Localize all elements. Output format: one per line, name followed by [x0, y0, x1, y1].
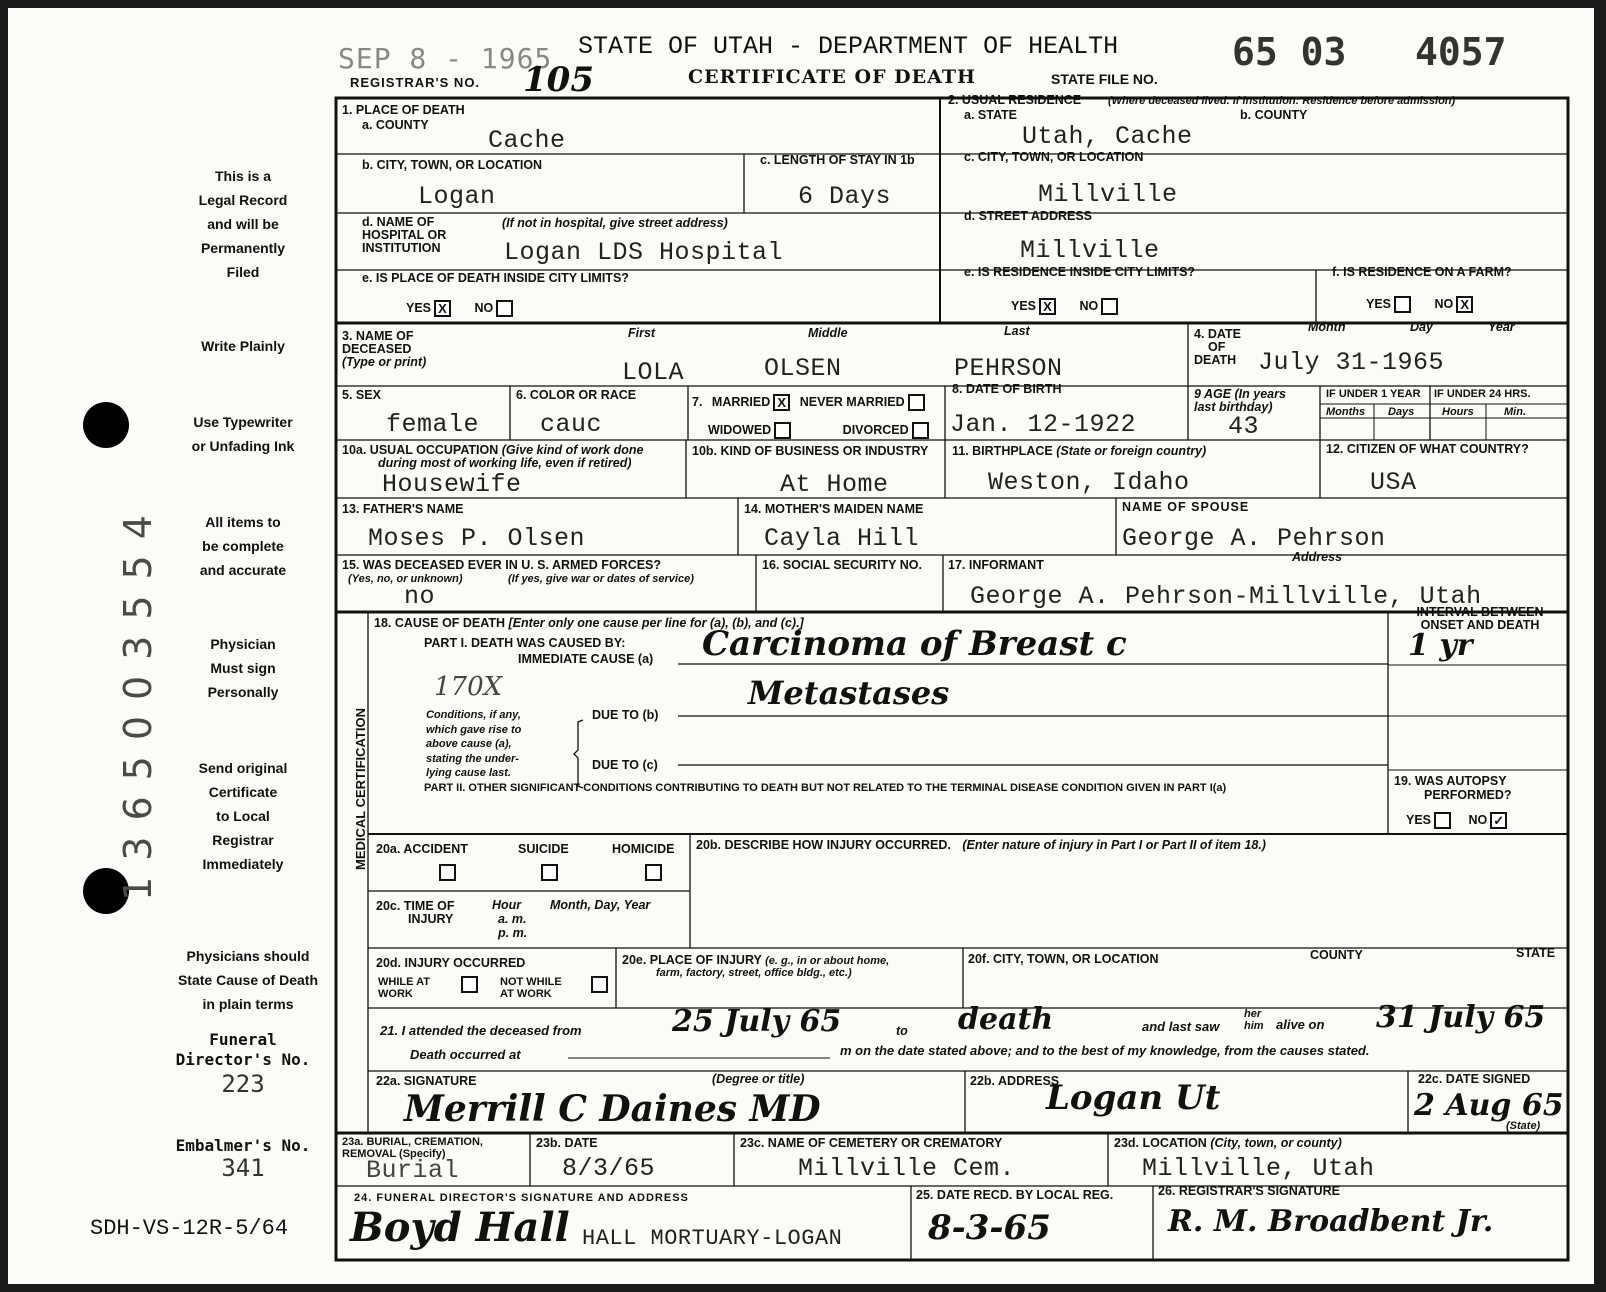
date-received-label: 25. DATE RECD. BY LOCAL REG. [916, 1188, 1114, 1202]
sidebar-legal-note: This is a Legal Record and will be Permanently Filed [198, 168, 288, 280]
age-label: 9 AGE (In years last birthday) [1194, 387, 1286, 414]
never-married-checkbox[interactable] [908, 394, 925, 411]
informant-address-label: Address [1292, 550, 1343, 564]
medical-section-label: MEDICAL CERTIFICATION [353, 707, 368, 870]
ssn-label: 16. SOCIAL SECURITY NO. [762, 558, 922, 572]
sidebar-physicians-should: Physicians should State Cause of Death in plain terms [177, 948, 319, 1012]
pod-city-value: Logan [418, 182, 496, 211]
alive-on-label: alive on [1276, 1017, 1325, 1032]
birthplace-label: 11. BIRTHPLACE (State or foreign country) [952, 444, 1207, 458]
state-small-label: (State) [1506, 1120, 1541, 1132]
autopsy-no-checkbox[interactable]: ✓ [1490, 812, 1507, 829]
burial-location-label: 23d. LOCATION (City, town, or county) [1114, 1136, 1342, 1150]
months-label: Months [1326, 406, 1366, 418]
accident-label: 20a. ACCIDENT [376, 842, 468, 856]
pod-inside-checks: YES X NO [406, 300, 513, 317]
pod-hospital-note: (If not in hospital, give street address) [502, 216, 728, 230]
while-at-work-label: WHILE AT WORK [378, 976, 430, 1000]
burial-date-label: 23b. DATE [536, 1136, 598, 1150]
min-label: Min. [1504, 406, 1526, 418]
state-file-label: STATE FILE NO. [1051, 71, 1158, 87]
married-checkbox[interactable]: X [773, 394, 790, 411]
res-street-label: d. STREET ADDRESS [964, 209, 1093, 223]
registrar-no-value: 105 [523, 60, 594, 100]
res-state-label: a. STATE [964, 108, 1018, 122]
suicide-label: SUICIDE [518, 842, 569, 856]
occupation-value: Housewife [382, 470, 522, 499]
burial-method-value: Burial [366, 1156, 460, 1185]
informant-label: 17. INFORMANT [948, 558, 1044, 572]
day-label: Day [1410, 320, 1433, 334]
middle-name-label: Middle [808, 326, 848, 340]
sidebar-physician-note: Physician Must sign Personally [207, 636, 279, 700]
year-label: Year [1488, 320, 1515, 334]
spouse-label: NAME OF SPOUSE [1122, 500, 1250, 514]
attended-label: 21. I attended the deceased from [380, 1023, 582, 1038]
registrar-signature: R. M. Broadbent Jr. [1168, 1204, 1494, 1239]
armed-forces-value: no [404, 582, 436, 611]
pod-hospital-label: d. NAME OF HOSPITAL OR INSTITUTION [362, 215, 447, 255]
binder-hole-top [83, 402, 129, 448]
hours-label: Hours [1442, 406, 1474, 418]
citizen-label: 12. CITIZEN OF WHAT COUNTRY? [1326, 442, 1529, 456]
occupation-label: 10a. USUAL OCCUPATION (Give kind of work done during most of working life, even if retired) [342, 443, 644, 470]
pod-hospital-value: Logan LDS Hospital [504, 238, 784, 267]
res-county-label: b. COUNTY [1240, 108, 1308, 122]
first-name-label: First [628, 326, 656, 340]
pod-county-label: a. COUNTY [362, 118, 429, 132]
res-street-value: Millville [1020, 236, 1160, 265]
month-label: Month [1308, 320, 1346, 334]
armed-note-2: (If yes, give war or dates of service) [508, 573, 694, 585]
funeral-director-no: 223 [221, 1070, 265, 1098]
part-1-label: PART I. DEATH WAS CAUSED BY: [424, 636, 626, 650]
injury-how-label: 20b. DESCRIBE HOW INJURY OCCURRED. (Enter nature of injury in Part I or Part II of item 18.) [696, 838, 1266, 852]
cemetery-value: Millville Cem. [798, 1154, 1016, 1183]
document-title: CERTIFICATE OF DEATH [688, 66, 976, 88]
statement-text: m on the date stated above; and to the best of my knowledge, from the causes stated. [840, 1043, 1370, 1058]
registrar-no-label: REGISTRAR'S NO. [350, 75, 481, 90]
birth-date-label: 8. DATE OF BIRTH [952, 382, 1062, 396]
res-inside-no-checkbox[interactable] [1101, 298, 1118, 315]
agency-title: STATE OF UTAH - DEPARTMENT OF HEALTH [578, 32, 1119, 61]
physician-address-value: Logan Ut [1046, 1078, 1221, 1118]
signature-label: 22a. SIGNATURE [376, 1074, 477, 1088]
sidebar-send-note: Send original Certificate to Local Registrar Immediately [198, 760, 288, 872]
birth-date-value: Jan. 12-1922 [950, 410, 1137, 439]
armed-note-1: (Yes, no, or unknown) [348, 573, 463, 585]
last-name-value: PEHRSON [954, 354, 1063, 383]
last-saw-label: and last saw [1142, 1019, 1220, 1034]
date-signed-label: 22c. DATE SIGNED [1418, 1072, 1531, 1086]
age-value: 43 [1228, 412, 1260, 441]
suicide-checkbox[interactable] [541, 864, 558, 881]
state-file-number: 65 03 4057 [1232, 30, 1507, 74]
injury-county-label: COUNTY [1310, 948, 1363, 962]
received-stamp: SEP 8 - 1965 [338, 42, 553, 75]
res-farm-no-checkbox[interactable]: X [1456, 296, 1473, 313]
mother-label: 14. MOTHER'S MAIDEN NAME [744, 502, 924, 516]
pod-county-value: Cache [488, 126, 566, 155]
date-received-value: 8-3-65 [928, 1208, 1051, 1248]
homicide-checkbox[interactable] [645, 864, 662, 881]
injury-date-label: Month, Day, Year [550, 898, 651, 912]
funeral-director-label: Funeral Director's No. [175, 1030, 311, 1069]
place-of-injury-label: 20e. PLACE OF INJURY (e. g., in or about home, farm, factory, street, office bldg., etc.) [622, 953, 890, 979]
embalmer-label: Embalmer's No. [175, 1136, 311, 1155]
not-while-at-work-label: NOT WHILE AT WORK [500, 976, 562, 1000]
res-inside-label: e. IS RESIDENCE INSIDE CITY LIMITS? [964, 265, 1196, 279]
physician-address-label: 22b. ADDRESS [970, 1074, 1060, 1088]
conditions-note: Conditions, if any, which gave rise to above cause (a), stating the under- lying cause last. [426, 709, 522, 779]
autopsy-checks: YES NO ✓ [1406, 812, 1507, 829]
death-occurred-label: Death occurred at [410, 1047, 521, 1062]
funeral-director-address: HALL MORTUARY-LOGAN [582, 1226, 843, 1251]
res-farm-yes-checkbox[interactable] [1394, 296, 1411, 313]
business-value: At Home [780, 470, 889, 499]
under-24-hrs-label: IF UNDER 24 HRS. [1434, 388, 1531, 400]
interval-value: 1 yr [1408, 628, 1473, 663]
pod-stay-value: 6 Days [798, 182, 892, 211]
cemetery-label: 23c. NAME OF CEMETERY OR CREMATORY [740, 1136, 1003, 1150]
middle-name-value: OLSEN [764, 354, 842, 383]
cause-a-continued: Metastases [748, 674, 950, 712]
first-name-value: LOLA [622, 358, 685, 387]
divorced-checkbox[interactable] [912, 422, 929, 439]
sidebar-items-note: All items to be complete and accurate [199, 514, 287, 578]
armed-forces-label: 15. WAS DECEASED EVER IN U. S. ARMED FORCES? [342, 558, 662, 572]
while-at-work-checkbox[interactable] [461, 976, 478, 993]
date-of-death-label: 4. DATE OF DEATH [1194, 327, 1241, 367]
not-while-at-work-checkbox[interactable] [591, 976, 608, 993]
funeral-director-sig-label: 24. FUNERAL DIRECTOR'S SIGNATURE AND ADDRESS [354, 1192, 689, 1204]
mother-value: Cayla Hill [764, 524, 920, 553]
burial-method-label: 23a. BURIAL, CREMATION, REMOVAL (Specify) [342, 1136, 483, 1160]
registrar-signature-label: 26. REGISTRAR'S SIGNATURE [1158, 1184, 1340, 1198]
autopsy-label: 19. WAS AUTOPSY PERFORMED? [1394, 774, 1512, 802]
date-of-death-value: July 31-1965 [1258, 348, 1445, 377]
part-2-label: PART II. OTHER SIGNIFICANT CONDITIONS CONTRIBUTING TO DEATH BUT NOT RELATED TO THE TERMINAL DISEASE CONDITION GIVEN IN PART I(a) [424, 782, 1227, 794]
father-label: 13. FATHER'S NAME [342, 502, 464, 516]
pod-inside-label: e. IS PLACE OF DEATH INSIDE CITY LIMITS? [362, 271, 629, 285]
injury-city-label: 20f. CITY, TOWN, OR LOCATION [968, 952, 1159, 966]
res-city-label: c. CITY, TOWN, OR LOCATION [964, 150, 1144, 164]
last-name-label: Last [1004, 324, 1030, 338]
time-of-injury-label: 20c. TIME OF INJURY [376, 899, 455, 926]
attended-from-value: 25 July 65 [672, 1004, 842, 1039]
res-state-county-value: Utah, Cache [1022, 122, 1193, 151]
cause-code: 170X [434, 672, 503, 702]
last-saw-value: 31 July 65 [1376, 1000, 1546, 1035]
res-inside-checks: YES X NO [1011, 298, 1118, 315]
funeral-director-signature: Boyd Hall [350, 1204, 570, 1251]
injury-state-label: STATE [1516, 946, 1556, 960]
father-value: Moses P. Olsen [368, 524, 586, 553]
hour-label: Hour a. m. p. m. [492, 898, 528, 940]
birthplace-value: Weston, Idaho [988, 468, 1190, 497]
residence-label: 2. USUAL RESIDENCE [948, 93, 1082, 107]
pod-inside-no-checkbox[interactable] [496, 300, 513, 317]
burial-date-value: 8/3/65 [562, 1154, 656, 1183]
deceased-name-label: 3. NAME OF DECEASED (Type or print) [342, 329, 427, 369]
business-label: 10b. KIND OF BUSINESS OR INDUSTRY [692, 444, 929, 458]
days-label: Days [1388, 406, 1415, 418]
res-city-value: Millville [1038, 180, 1178, 209]
sex-label: 5. SEX [342, 388, 381, 402]
sidebar-write-plainly: Write Plainly [201, 338, 285, 354]
res-farm-label: f. IS RESIDENCE ON A FARM? [1332, 265, 1512, 279]
homicide-label: HOMICIDE [612, 842, 675, 856]
spouse-value: George A. Pehrson [1122, 524, 1386, 553]
residence-note: (Where deceased lived. If institution: Residence before admission) [1108, 95, 1456, 107]
embalmer-no: 341 [221, 1154, 265, 1182]
res-farm-checks: YES NO X [1366, 296, 1473, 313]
informant-value: George A. Pehrson-Millville, Utah [970, 582, 1482, 611]
to-label: to [896, 1024, 908, 1038]
attended-to-value: death [958, 1002, 1054, 1037]
marital-status: 7. MARRIED X NEVER MARRIED WIDOWED DIVORCED [692, 388, 929, 444]
pod-stay-label: c. LENGTH OF STAY IN 1b [760, 153, 915, 167]
sidebar-ink-note: Use Typewriter or Unfading Ink [191, 414, 295, 454]
due-to-c-label: DUE TO (c) [592, 758, 658, 772]
race-value: cauc [540, 410, 603, 439]
cause-a-value: Carcinoma of Breast c [702, 624, 1127, 664]
pod-city-label: b. CITY, TOWN, OR LOCATION [362, 158, 543, 172]
widowed-checkbox[interactable] [774, 422, 791, 439]
cause-of-death-label: 18. CAUSE OF DEATH [Enter only one cause per line for (a), (b), and (c).] [374, 616, 804, 630]
race-label: 6. COLOR OR RACE [516, 388, 637, 402]
due-to-b-label: DUE TO (b) [592, 708, 659, 722]
injury-occurred-label: 20d. INJURY OCCURRED [376, 956, 526, 970]
immediate-cause-label: IMMEDIATE CAUSE (a) [518, 652, 654, 666]
sex-value: female [386, 410, 480, 439]
stub-number: 1365003554 [116, 499, 160, 901]
degree-label: (Degree or title) [712, 1072, 805, 1086]
burial-location-value: Millville, Utah [1142, 1154, 1375, 1183]
place-of-death-label: 1. PLACE OF DEATH [342, 103, 465, 117]
res-inside-yes-checkbox[interactable]: X [1039, 298, 1056, 315]
citizen-value: USA [1370, 468, 1417, 497]
date-signed-value: 2 Aug 65 [1414, 1088, 1564, 1123]
physician-signature: Merrill C Daines MD [404, 1088, 821, 1130]
her-him-label: her him [1244, 1008, 1264, 1032]
autopsy-yes-checkbox[interactable] [1434, 812, 1451, 829]
interval-label: INTERVAL BETWEEN ONSET AND DEATH [1416, 605, 1544, 632]
under-1-year-label: IF UNDER 1 YEAR [1326, 388, 1421, 400]
pod-inside-yes-checkbox[interactable]: X [434, 300, 451, 317]
form-number: SDH-VS-12R-5/64 [90, 1216, 289, 1241]
accident-checkbox[interactable] [439, 864, 456, 881]
death-certificate [8, 8, 1594, 1284]
